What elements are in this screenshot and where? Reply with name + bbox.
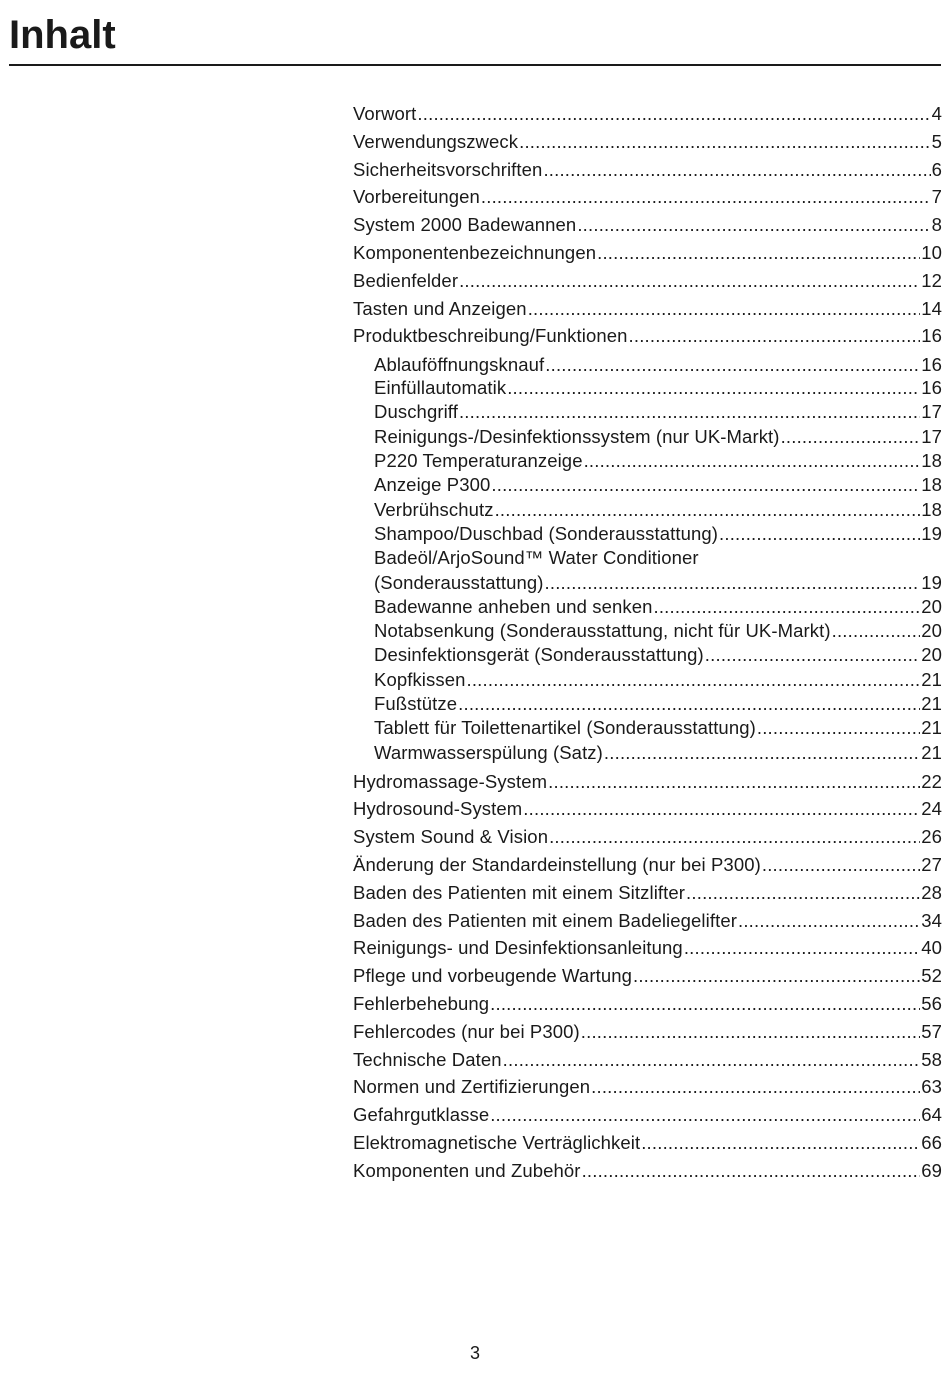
toc-entry-label: Anzeige P300 (374, 474, 491, 496)
toc-entry-page: 21 (921, 717, 942, 739)
dot-leader (548, 768, 920, 796)
toc-entry-label: Hydromassage-System (353, 770, 548, 792)
toc-entry-page: 18 (921, 474, 942, 496)
toc-entry-page: 20 (921, 595, 942, 617)
toc-entry[interactable] (353, 183, 942, 211)
toc-entry-page: 16 (921, 354, 942, 376)
toc-entry-label: Komponenten und Zubehör (353, 1159, 581, 1181)
toc-sub-entry[interactable] (353, 546, 942, 595)
toc-entry-page: 26 (921, 826, 942, 848)
toc-entry[interactable] (353, 934, 942, 962)
toc-entry-page: 52 (921, 965, 942, 987)
toc-entry-page: 17 (921, 425, 942, 447)
toc-entry-label: Komponentenbezeichnungen (353, 241, 597, 263)
toc-entry-page: 21 (921, 668, 942, 690)
dot-leader (719, 522, 920, 546)
toc-entry-page: 17 (921, 401, 942, 423)
toc-entry-label-continued: (Sonderausstattung) (374, 571, 544, 593)
toc-entry-label: P220 Temperaturanzeige (374, 450, 583, 472)
toc-entry-page: 16 (921, 377, 942, 399)
toc-entry-label: Produktbeschreibung/Funktionen (353, 325, 628, 347)
dot-leader (581, 1018, 920, 1046)
toc-entry-page: 5 (931, 130, 942, 152)
toc-entry-page: 27 (921, 854, 942, 876)
toc-sub-entry[interactable] (353, 498, 942, 522)
toc-entry-label: Verwendungszweck (353, 130, 519, 152)
page-title: Inhalt (9, 13, 116, 57)
toc-entry-label: Normen und Zertifizierungen (353, 1076, 591, 1098)
toc-entry[interactable] (353, 100, 942, 128)
toc-entry[interactable] (353, 1129, 942, 1157)
dot-leader (490, 1101, 920, 1129)
toc-sub-entry[interactable] (353, 643, 942, 667)
dot-leader (705, 643, 920, 667)
toc-entry[interactable] (353, 322, 942, 350)
dot-leader (762, 851, 920, 879)
toc-entry[interactable] (353, 990, 942, 1018)
toc-entry-label: System 2000 Badewannen (353, 214, 577, 236)
dot-leader (503, 1046, 921, 1074)
toc-entry[interactable] (353, 156, 942, 184)
toc-entry-page: 14 (921, 297, 942, 319)
toc-entry-label: Warmwasserspülung (Satz) (374, 741, 603, 763)
toc-entry[interactable] (353, 239, 942, 267)
toc-entry[interactable] (353, 768, 942, 796)
toc-entry-page: 58 (921, 1048, 942, 1070)
toc-entry[interactable] (353, 795, 942, 823)
dot-leader (591, 1073, 920, 1101)
toc-entry-page: 28 (921, 881, 942, 903)
toc-entry-page: 18 (921, 450, 942, 472)
toc-entry-label: Shampoo/Duschbad (Sonderausstattung) (374, 522, 719, 544)
toc-entry-label: Änderung der Standardeinstellung (nur bei P300) (353, 854, 761, 876)
toc-entry-label: Fußstütze (374, 693, 458, 715)
toc-entry-label: Reinigungs- und Desinfektionsanleitung (353, 937, 683, 959)
dot-leader (584, 449, 921, 473)
toc-entry-label: Gefahrgutklasse (353, 1104, 490, 1126)
toc-sub-entry[interactable] (353, 716, 942, 740)
toc-entry-page: 56 (921, 993, 942, 1014)
toc-entry-label: Sicherheitsvorschriften (353, 158, 543, 180)
dot-leader (491, 473, 920, 497)
toc-entry-label: Notabsenkung (Sonderausstattung, nicht für UK-Markt) (374, 620, 831, 642)
toc-entry-label: Pflege und vorbeugende Wartung (353, 965, 632, 987)
toc-sub-entry[interactable] (353, 595, 942, 619)
toc-entry-page: 20 (921, 620, 942, 642)
toc-entry[interactable] (353, 1101, 942, 1129)
toc-sub-entry[interactable] (353, 473, 942, 497)
dot-leader (629, 322, 921, 350)
toc-sub-entry[interactable] (353, 522, 942, 546)
table-of-contents (353, 100, 942, 1185)
toc-entry[interactable] (353, 211, 942, 239)
dot-leader (458, 692, 920, 716)
toc-entry[interactable] (353, 962, 942, 990)
dot-leader (781, 425, 921, 449)
dot-leader (633, 962, 920, 990)
toc-sub-entry[interactable] (353, 692, 942, 716)
dot-leader (684, 934, 920, 962)
dot-leader (495, 498, 921, 522)
dot-leader (653, 595, 920, 619)
toc-entry[interactable] (353, 823, 942, 851)
dot-leader (459, 400, 920, 424)
toc-entry-page: 7 (931, 186, 942, 208)
toc-entry-label: Ablauföffnungsknauf (374, 354, 545, 376)
dot-leader (577, 211, 930, 239)
toc-entry-label: Reinigungs-/Desinfektionssystem (nur UK-Markt) (374, 425, 780, 447)
dot-leader (507, 376, 920, 400)
toc-entry-label: Tasten und Anzeigen (353, 297, 527, 319)
toc-entry-page: 6 (931, 158, 942, 180)
dot-leader (757, 716, 920, 740)
dot-leader (832, 619, 921, 643)
toc-entry[interactable] (353, 1073, 942, 1101)
toc-entry-page: 18 (921, 498, 942, 520)
dot-leader (597, 239, 920, 267)
dot-leader (490, 990, 920, 1018)
toc-entry-label: Badeöl/ArjoSound™ Water Conditioner (374, 547, 699, 569)
toc-entry-page: 66 (921, 1131, 942, 1153)
toc-entry-label: Baden des Patienten mit einem Badeliegelifter (353, 909, 737, 931)
toc-entry-label: Fehlercodes (nur bei P300) (353, 1020, 580, 1042)
dot-leader (641, 1129, 920, 1157)
toc-entry-label: Elektromagnetische Verträglichkeit (353, 1131, 641, 1153)
toc-entry-label: Einfüllautomatik (374, 377, 507, 399)
dot-leader (523, 795, 920, 823)
toc-entry-page: 63 (921, 1076, 942, 1098)
toc-entry-label: Hydrosound-System (353, 798, 523, 820)
toc-entry-page: 57 (921, 1020, 942, 1042)
toc-entry-label: Vorbereitungen (353, 186, 480, 208)
toc-entry-page: 21 (921, 741, 942, 763)
dot-leader (519, 128, 930, 156)
toc-sub-entry[interactable] (353, 619, 942, 643)
toc-entry-label: Verbrühschutz (374, 498, 494, 520)
dot-leader (582, 1157, 921, 1185)
toc-entry-page: 69 (921, 1159, 942, 1181)
dot-leader (686, 879, 920, 907)
toc-entry-page: 21 (921, 693, 942, 715)
toc-entry[interactable] (353, 295, 942, 323)
toc-sub-entry[interactable] (353, 350, 942, 376)
toc-entry-page: 20 (921, 644, 942, 666)
toc-entry-page: 19 (921, 522, 942, 544)
toc-sub-entry[interactable] (353, 668, 942, 692)
toc-entry-page: 40 (921, 937, 942, 959)
toc-entry-page: 8 (931, 214, 942, 236)
toc-entry-label: Baden des Patienten mit einem Sitzlifter (353, 881, 686, 903)
toc-entry-page: 64 (921, 1104, 942, 1126)
toc-entry[interactable] (353, 1046, 942, 1074)
dot-leader (528, 295, 921, 323)
toc-entry-page: 24 (921, 798, 942, 820)
toc-entry[interactable] (353, 879, 942, 907)
toc-entry-label: Tablett für Toilettenartikel (Sonderausstattung) (374, 717, 756, 739)
toc-sub-entry[interactable] (353, 449, 942, 473)
toc-entry-page: 10 (921, 241, 942, 263)
toc-entry[interactable] (353, 267, 942, 295)
toc-entry-page: 34 (921, 909, 942, 931)
toc-entry-page: 16 (921, 325, 942, 347)
toc-sub-entry[interactable] (353, 376, 942, 400)
toc-sub-entry[interactable] (353, 425, 942, 449)
dot-leader (417, 100, 930, 128)
toc-entry-page: 22 (921, 770, 942, 792)
toc-entry[interactable] (353, 128, 942, 156)
toc-entry[interactable] (353, 907, 942, 935)
dot-leader (545, 571, 921, 595)
toc-entry-label: Vorwort (353, 103, 417, 124)
toc-entry-label: Bedienfelder (353, 269, 459, 291)
dot-leader (459, 267, 920, 295)
toc-entry-label: Fehlerbehebung (353, 993, 490, 1014)
toc-entry[interactable] (353, 851, 942, 879)
toc-entry-label: System Sound & Vision (353, 826, 549, 848)
toc-entry-label: Desinfektionsgerät (Sonderausstattung) (374, 644, 704, 666)
toc-entry-label: Badewanne anheben und senken (374, 595, 653, 617)
toc-entry-page: 4 (931, 103, 942, 124)
toc-entry-label: Kopfkissen (374, 668, 466, 690)
toc-sub-entry[interactable] (353, 400, 942, 424)
toc-sub-entry[interactable] (353, 741, 942, 768)
title-divider (9, 64, 941, 66)
toc-entry-page: 19 (921, 571, 942, 593)
toc-entry-label: Technische Daten (353, 1048, 502, 1070)
toc-entry[interactable] (353, 1157, 942, 1185)
dot-leader (738, 907, 920, 935)
page-number: 3 (469, 1343, 480, 1363)
toc-entry-page: 12 (921, 269, 942, 291)
dot-leader (467, 668, 921, 692)
dot-leader (549, 823, 920, 851)
dot-leader (481, 183, 931, 211)
dot-leader (543, 156, 930, 184)
toc-entry-label: Duschgriff (374, 401, 458, 423)
dot-leader (604, 741, 920, 765)
toc-entry[interactable] (353, 1018, 942, 1046)
